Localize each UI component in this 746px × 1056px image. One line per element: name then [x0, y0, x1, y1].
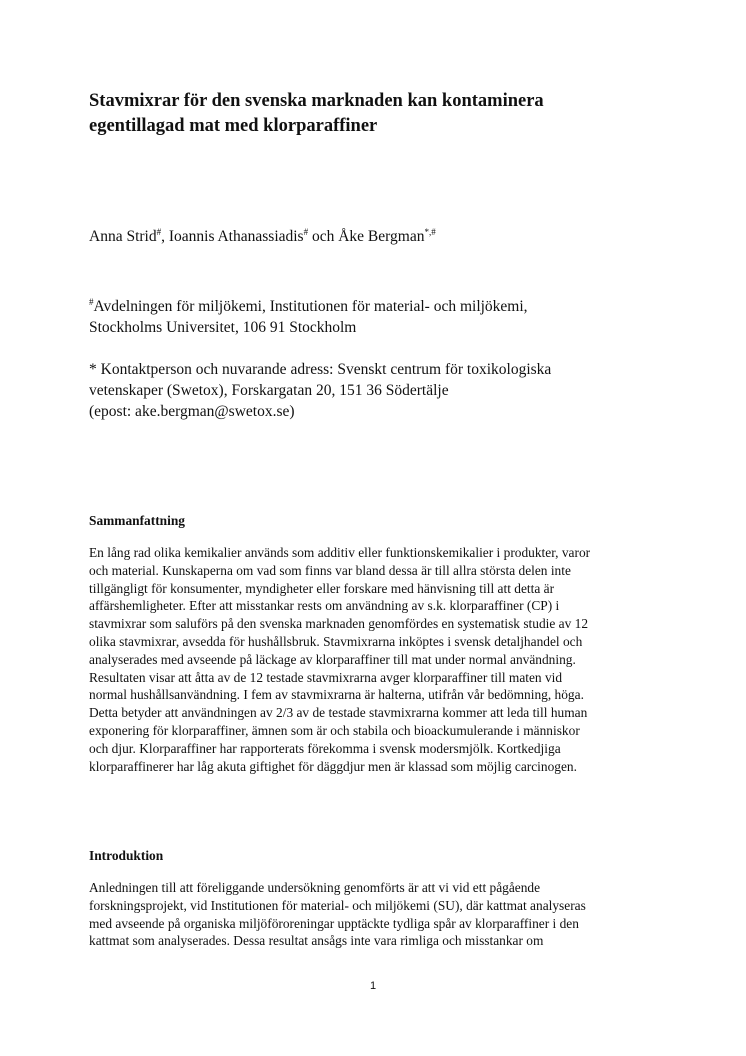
text-line: Anledningen till att föreliggande undersökning genomförts är att vi vid ett pågående	[89, 880, 541, 895]
contact-line: * Kontaktperson och nuvarande adress: Svenskt centrum för toxikologiska	[89, 361, 552, 378]
text-line: och material. Kunskaperna om vad som finns var bland dessa är till allra största delen inte	[89, 562, 571, 578]
text-line: Detta betyder att användningen av 2/3 av de testade stavmixrarna kommer att leda till human	[89, 705, 588, 721]
title-line: egentillagad mat med klorparaffiner	[89, 116, 378, 136]
title-line: Stavmixrar för den svenska marknaden kan kontaminera	[89, 91, 544, 111]
author-name: Åke Bergman	[338, 228, 425, 245]
affiliation-mark: #	[89, 297, 94, 307]
contact-line: vetenskaper (Swetox), Forskargatan 20, 151 36 Södertälje	[89, 382, 449, 399]
author-separator: ,	[161, 228, 169, 245]
text-line: affärshemligheter. Efter att misstankar rests om användning av s.k. klorparaffiner (CP) i	[89, 598, 560, 614]
introduction-heading: Introduktion	[89, 848, 164, 863]
contact-info	[89, 359, 551, 422]
author-affiliation-mark: #	[303, 227, 309, 237]
text-line: stavmixrar som saluförs på den svenska marknaden genomfördes en systematisk studie av 12	[89, 616, 589, 632]
text-line: klorparaffinerer har låg akuta giftighet för däggdjur men är klassad som möjlig carcinogen.	[89, 758, 577, 774]
affiliation-line: Stockholms Universitet, 106 91 Stockholm	[89, 319, 357, 336]
text-line: och djur. Klorparaffiner har rapporterats förekomma i svensk modersmjölk. Kortkedjiga	[89, 740, 561, 756]
introduction-paragraph	[89, 879, 586, 950]
text-line: analyserades med avseende på läckage av klorparaffiner till mat under normal användning.	[89, 651, 576, 667]
author-name: Anna Strid	[89, 228, 157, 245]
text-line: kattmat som analyserades. Dessa resultat ansågs inte vara rimliga och misstankar om	[89, 933, 544, 949]
text-line: Resultaten visar att åtta av de 12 testade stavmixrarna avger klorparaffiner till maten vid	[89, 669, 563, 685]
affiliation	[89, 296, 528, 338]
text-line: normal hushållsanvändning. I fem av stavmixrarna är halterna, utifrån vår bedömning, höga.	[89, 687, 584, 703]
author-affiliation-mark: *,#	[424, 227, 436, 237]
author-separator: och	[308, 228, 339, 245]
paper-title	[89, 89, 689, 139]
text-line: forskningsprojekt, vid Institutionen för material- och miljökemi (SU), där kattmat analyseras	[89, 897, 586, 913]
text-line: med avseende på organiska miljöföroreningar upptäckte tydliga spår av klorparaffiner i den	[89, 915, 579, 931]
text-line: En lång rad olika kemikalier används som additiv eller funktionskemikalier i produkter, varor	[89, 545, 591, 560]
summary-paragraph	[89, 544, 590, 775]
summary-heading: Sammanfattning	[89, 513, 185, 528]
text-line: exponering för klorparaffiner, ämnen som är och stabila och bioackumulerande i människor	[89, 722, 580, 738]
text-line: tillgängligt för konsumenter, myndigheter eller forskare med hänvisning till att detta är	[89, 580, 555, 596]
author-name: Ioannis Athanassiadis	[168, 228, 304, 245]
affiliation-line: #Avdelningen för miljökemi, Institutionen för material- och miljökemi,	[89, 297, 528, 315]
contact-line: (epost: ake.bergman@swetox.se)	[89, 403, 295, 420]
author-affiliation-mark: #	[156, 227, 162, 237]
page-number: 1	[369, 980, 377, 992]
text-line: olika stavmixrar, avsedda för hushållsbruk. Stavmixrarna inköptes i svensk detaljhandel och	[89, 633, 583, 649]
author-list	[89, 227, 436, 247]
